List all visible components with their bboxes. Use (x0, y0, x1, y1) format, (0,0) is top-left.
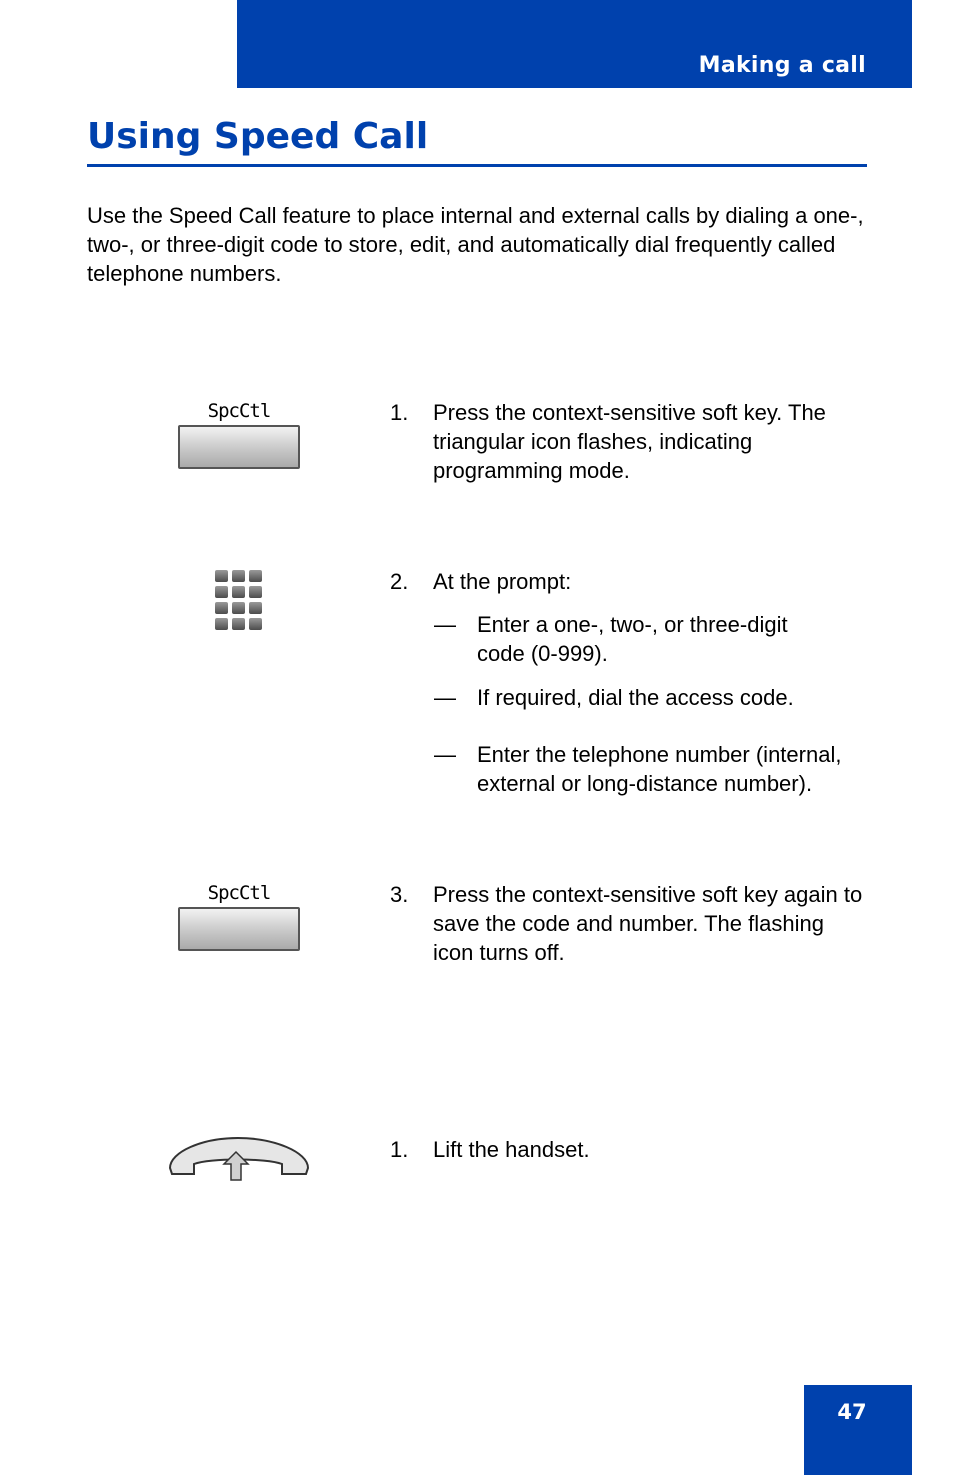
substep-dash: — (434, 685, 456, 710)
page-number: 47 (837, 1400, 867, 1424)
step-text: Lift the handset. (433, 1137, 590, 1162)
keypad-key (215, 570, 228, 582)
softkey-shape (178, 425, 300, 469)
softkey-button-icon (178, 881, 300, 951)
substep-dash: — (434, 742, 456, 767)
softkey-label: SpcCtl (207, 882, 271, 904)
keypad-key (232, 586, 245, 598)
substep-text: Enter a one-, two-, or three-digit code (0-999). (477, 612, 788, 666)
softkey-label: SpcCtl (207, 400, 271, 422)
substep-text: If required, dial the access code. (477, 685, 794, 710)
step-number: 1. (390, 400, 409, 425)
keypad-key (232, 602, 245, 614)
programming-step-2 (390, 567, 870, 596)
keypad-key (249, 602, 262, 614)
prompt-substep-3 (434, 740, 854, 798)
programming-step-1 (390, 398, 870, 485)
title-divider (87, 164, 867, 167)
keypad-key (215, 602, 228, 614)
substep-dash: — (434, 612, 456, 637)
keypad-key (249, 618, 262, 630)
prompt-substep-2 (434, 683, 854, 712)
step-number: 1. (390, 1137, 409, 1162)
keypad-key (249, 570, 262, 582)
header-bar (237, 0, 912, 88)
step-number: 2. (390, 569, 409, 594)
keypad-key (215, 586, 228, 598)
substep-text: Enter the telephone number (internal, external or long-distance number). (477, 742, 842, 796)
page-number-box (804, 1385, 912, 1475)
keypad-key (249, 586, 262, 598)
section-title: Making a call (698, 53, 866, 78)
dialing-step-1 (390, 1135, 870, 1164)
step-text: Press the context-sensitive soft key again to save the code and number. The flashing icon turns off. (433, 882, 863, 965)
softkey-button-icon (178, 399, 300, 469)
keypad-icon (215, 570, 262, 630)
softkey-shape (178, 907, 300, 951)
keypad-key (215, 618, 228, 630)
page-title: Using Speed Call (87, 116, 429, 157)
step-text: Press the context-sensitive soft key. The triangular icon flashes, indicating programming mode. (433, 400, 826, 483)
prompt-substep-1 (434, 610, 854, 668)
handset-lift-icon (166, 1134, 312, 1182)
programming-step-3 (390, 880, 870, 967)
step-number: 3. (390, 882, 409, 907)
keypad-key (232, 618, 245, 630)
keypad-key (232, 570, 245, 582)
step-text: At the prompt: (433, 569, 572, 594)
intro-paragraph: Use the Speed Call feature to place internal and external calls by dialing a one-, two-, or three-digit code to store, edit, and automatically dial frequently called telephone numbers. (87, 203, 864, 286)
